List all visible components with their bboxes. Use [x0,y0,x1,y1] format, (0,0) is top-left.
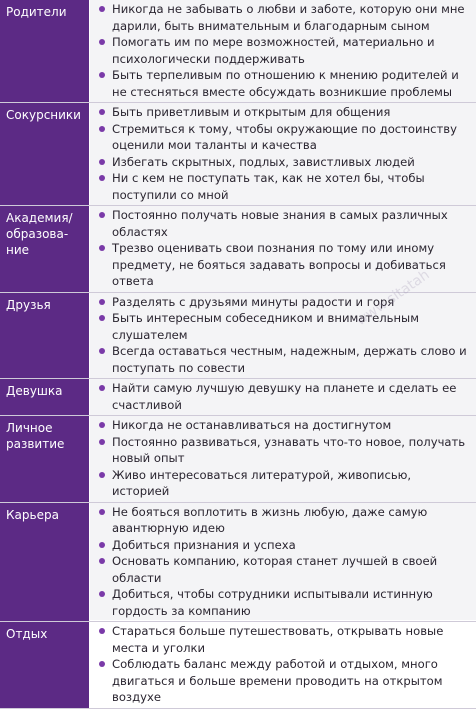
watermark: www.sitatah [353,266,433,330]
list-item: Соблюдать баланс между работой и отдыхом, много двигаться и больше времени проводить на открытом воздухе [90,656,476,706]
table-row-academy [0,206,476,293]
category-label: Сокурсники [0,103,90,205]
item-list [90,503,476,622]
item-list [90,379,476,415]
list-item: Постоянно получать новые знания в самых различных областях [90,207,476,240]
list-item: Добиться, чтобы сотрудники испытывали истинную гордость за компанию [90,586,476,619]
category-label: Девушка [0,379,90,415]
category-label: Друзья [0,293,90,379]
item-list [90,293,476,379]
list-item: Живо интересоваться литературой, живописью, историей [90,467,476,500]
table-row-friends [0,293,476,380]
item-list [90,0,476,102]
table-row-girlfriend [0,379,476,416]
list-item: Основать компанию, которая станет лучшей в своей области [90,553,476,586]
list-item: Быть интересным собеседником и внимательным слушателем [90,310,476,343]
list-item: Никогда не останавливаться на достигнутом [90,417,476,434]
list-item: Ни с кем не поступать так, как не хотел бы, чтобы поступили со мной [90,170,476,203]
item-list [90,103,476,205]
item-list [90,206,476,292]
list-item: Стремиться к тому, чтобы окружающие по достоинству оценили мои таланты и качества [90,121,476,154]
list-item: Никогда не забывать о любви и заботе, которую они мне дарили, быть внимательным и благодарным сыном [90,1,476,34]
table-row-personal-development [0,416,476,503]
list-item: Всегда оставаться честным, надежным, держать слово и поступать по совести [90,343,476,376]
category-label: Личное развитие [0,416,90,502]
list-item: Быть приветливым и открытым для общения [90,104,476,121]
list-item: Постоянно развиваться, узнавать что-то новое, получать новый опыт [90,434,476,467]
list-item: Не бояться воплотить в жизнь любую, даже самую авантюрную идею [90,504,476,537]
category-label: Родители [0,0,90,102]
category-label: Отдых [0,622,90,708]
item-list [90,416,476,502]
list-item: Быть терпеливым по отношению к мнению родителей и не стесняться вместе обсуждать возникшие проблемы [90,67,476,100]
list-item: Избегать скрытных, подлых, завистливых людей [90,154,476,171]
category-label: Карьера [0,503,90,622]
table-row-parents [0,0,476,103]
item-list [90,622,476,708]
table-row-classmates [0,103,476,206]
table-row-career [0,503,476,623]
list-item: Добиться признания и успеха [90,537,476,554]
list-item: Стараться больше путешествовать, открывать новые места и уголки [90,623,476,656]
list-item: Трезво оценивать свои познания по тому или иному предмету, не бояться задавать вопросы и добиваться ответа [90,240,476,290]
table-row-leisure [0,622,476,709]
list-item: Найти самую лучшую девушку на планете и сделать ее счастливой [90,380,476,413]
category-label: Академия/ образова-ние [0,206,90,292]
list-item: Разделять с друзьями минуты радости и горя [90,294,476,311]
list-item: Помогать им по мере возможностей, материально и психологически поддерживать [90,34,476,67]
